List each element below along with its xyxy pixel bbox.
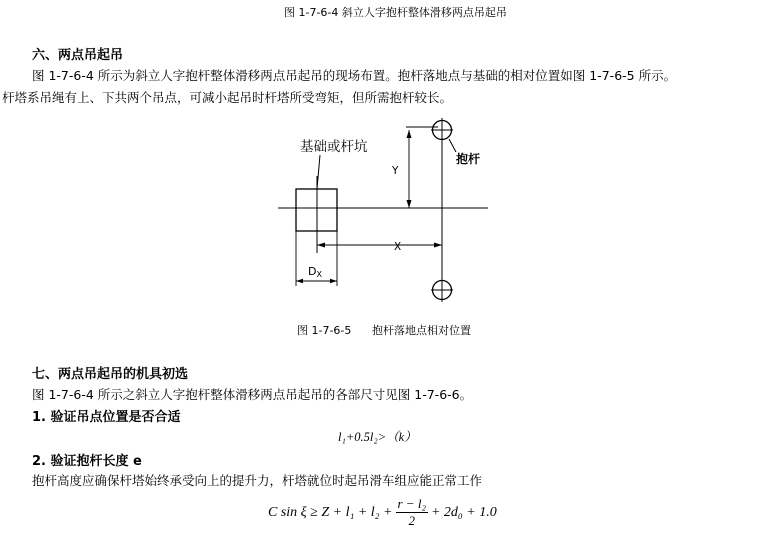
formula-numerator: r − l₂ xyxy=(397,496,426,511)
section-7-paragraph: 图 1-7-6-4 所示之斜立人字抱杆整体滑移两点吊起吊的各部尺寸见图 1-7-6-6。 xyxy=(32,387,473,402)
foundation-label: 基础或杆坑 xyxy=(300,139,368,155)
figure-caption-number: 图 1-7-6-5 xyxy=(297,324,352,337)
y-label: Y xyxy=(392,165,399,177)
section-6-heading: 六、两点吊起吊 xyxy=(32,48,124,63)
item-2-heading: 2. 验证抱杆长度 e xyxy=(32,454,142,469)
dx-label: DX xyxy=(308,265,322,279)
foundation-leader-line xyxy=(317,155,320,189)
x-label: X xyxy=(394,241,402,253)
figure-caption-text: 抱杆落地点相对位置 xyxy=(372,324,471,337)
section-7-heading: 七、两点吊起吊的机具初选 xyxy=(32,367,189,382)
item-2-paragraph: 抱杆高度应确保杆塔始终承受向上的提升力，杆塔就位时起吊滑车组应能正常工作 xyxy=(32,473,483,488)
section-6-paragraph-line-1: 图 1-7-6-4 所示为斜立人字抱杆整体滑移两点吊起吊的现场布置。抱杆落地点与基础的相对位置如图 1-7-6-5 所示。 xyxy=(32,68,677,83)
formula-left: C sin ξ ≥ Z + l₁ + l₂ + xyxy=(268,504,393,520)
item-1-heading: 1. 验证吊点位置是否合适 xyxy=(32,410,181,425)
pole-length-formula xyxy=(268,496,497,529)
x-arrow-left xyxy=(317,243,325,248)
pole-leader-line xyxy=(449,139,456,152)
y-arrow-top xyxy=(407,130,412,138)
section-6-paragraph-line-2: 杆塔系吊绳有上、下共两个吊点，可减小起吊时杆塔所受弯矩，但所需抱杆较长。 xyxy=(2,90,453,105)
top-figure-caption: 图 1-7-6-4 斜立人字抱杆整体滑移两点吊起吊 xyxy=(284,6,507,19)
formula-fraction xyxy=(396,496,428,529)
y-arrow-bottom xyxy=(407,200,412,208)
formula-denominator: 2 xyxy=(408,513,415,528)
x-arrow-right xyxy=(434,243,442,248)
pole-label: 抱杆 xyxy=(456,152,481,166)
formula-right: + 2d₀ + 1.0 xyxy=(430,504,497,520)
item-1-formula: l₁+0.5l₂>（k） xyxy=(338,430,417,444)
